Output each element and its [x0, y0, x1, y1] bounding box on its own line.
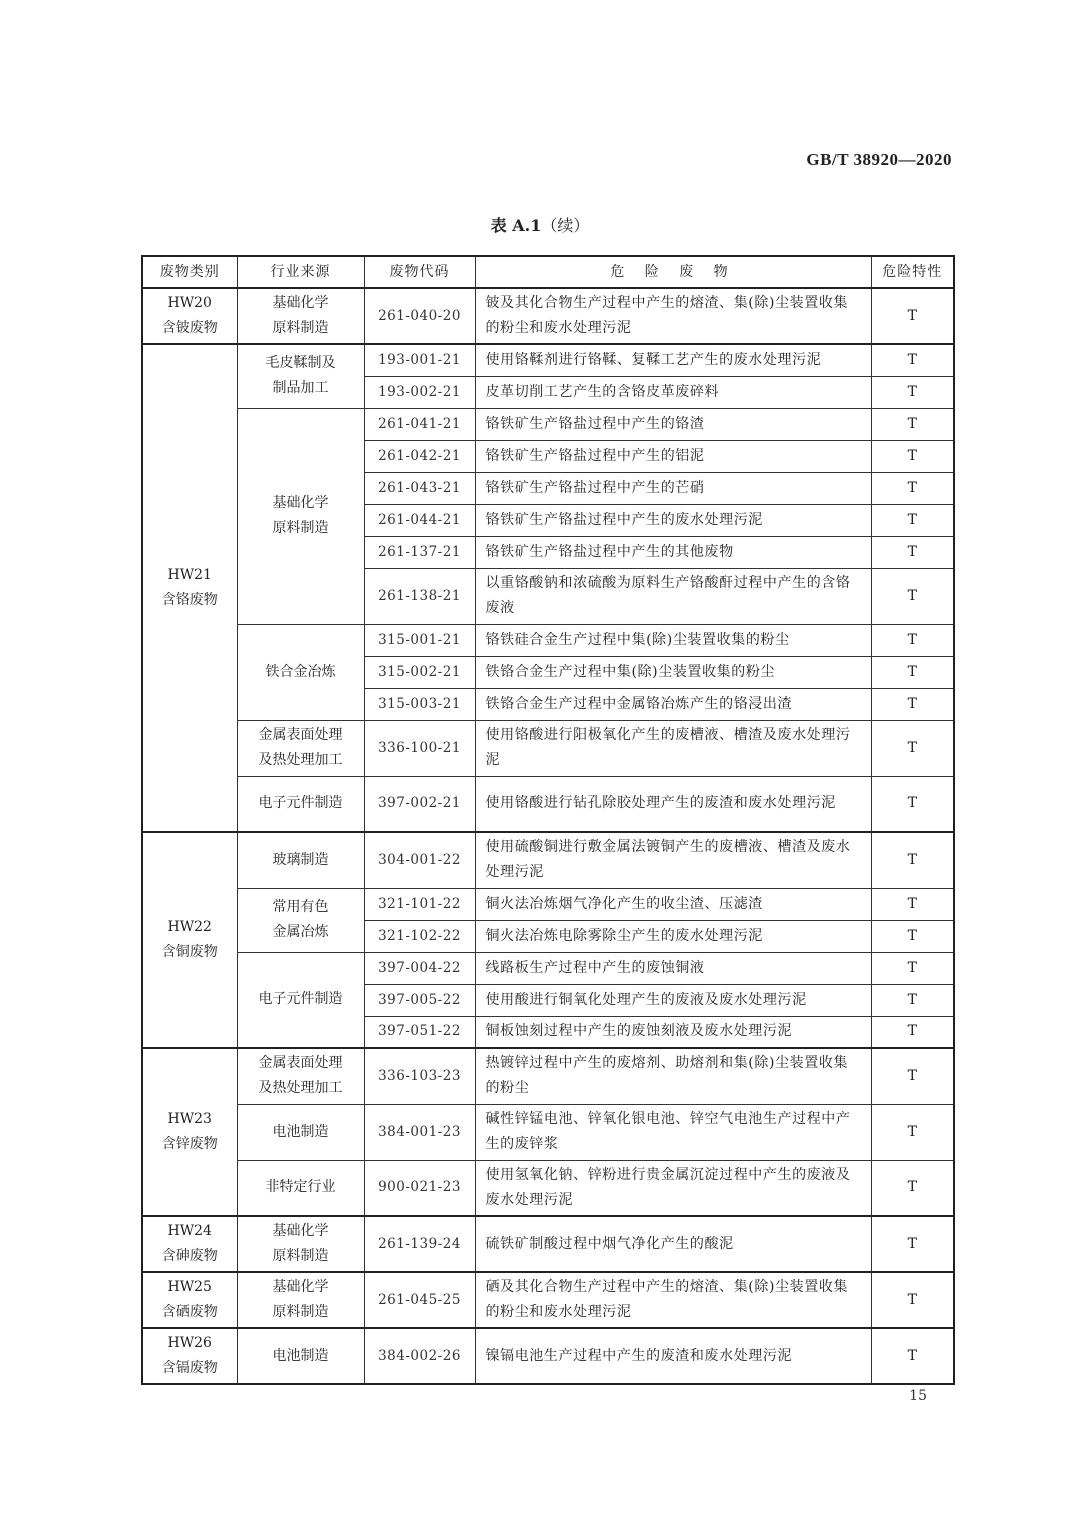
- category-cell: [142, 344, 237, 832]
- category-name: 含铜废物: [161, 944, 218, 960]
- hazard-characteristic: T: [871, 984, 954, 1016]
- waste-description: 硫铁矿制酸过程中烟气净化产生的酸泥: [475, 1216, 871, 1272]
- table-header-row: [142, 256, 954, 288]
- category-cell: [142, 832, 237, 1048]
- waste-code: 384-001-23: [364, 1104, 475, 1160]
- source-cell: [237, 288, 364, 344]
- waste-description: 铁铬合金生产过程中集(除)尘装置收集的粉尘: [475, 656, 871, 688]
- table-row: [142, 1104, 954, 1160]
- hazard-characteristic: T: [871, 1216, 954, 1272]
- source-line: 电池制造: [272, 1347, 329, 1364]
- waste-description: 铍及其化合物生产过程中产生的熔渣、集(除)尘装置收集的粉尘和废水处理污泥: [475, 288, 871, 344]
- category-name: 含硒废物: [161, 1304, 218, 1320]
- hazard-characteristic: T: [871, 288, 954, 344]
- waste-description: 使用酸进行铜氧化处理产生的废液及废水处理污泥: [475, 984, 871, 1016]
- hazard-characteristic: T: [871, 888, 954, 920]
- hazard-characteristic: T: [871, 1272, 954, 1328]
- waste-description: 热镀锌过程中产生的废熔剂、助熔剂和集(除)尘装置收集的粉尘: [475, 1048, 871, 1104]
- waste-code: 261-041-21: [364, 408, 475, 440]
- category-cell: [142, 1216, 237, 1272]
- category-group-hw22: [142, 832, 954, 1048]
- hazardous-waste-table: [141, 255, 955, 1385]
- hazard-characteristic: T: [871, 688, 954, 720]
- source-cell: [237, 1104, 364, 1160]
- col-header-source: 行业来源: [237, 256, 364, 288]
- source-line: 金属表面处理: [258, 727, 343, 743]
- source-cell: [237, 1160, 364, 1216]
- source-line: 毛皮鞣制及: [265, 355, 336, 372]
- waste-code: 261-040-20: [364, 288, 475, 344]
- table-row: [142, 624, 954, 656]
- waste-description: 线路板生产过程中产生的废蚀铜液: [475, 952, 871, 984]
- table-row: [142, 344, 954, 376]
- source-cell: [237, 776, 364, 832]
- hazard-characteristic: T: [871, 440, 954, 472]
- category-group-hw23: [142, 1048, 954, 1216]
- hazard-characteristic: T: [871, 472, 954, 504]
- standard-number: GB/T 38920—2020: [806, 150, 952, 169]
- source-cell: [237, 624, 364, 720]
- category-group-hw24: [142, 1216, 954, 1272]
- table-row: [142, 408, 954, 440]
- waste-code: 193-002-21: [364, 376, 475, 408]
- table-row: [142, 832, 954, 888]
- waste-description: 铜火法冶炼烟气净化产生的收尘渣、压滤渣: [475, 888, 871, 920]
- source-line: 金属表面处理: [258, 1055, 343, 1072]
- table-row: [142, 952, 954, 984]
- waste-description: 铜板蚀刻过程中产生的废蚀刻液及废水处理污泥: [475, 1016, 871, 1048]
- source-cell: [237, 1216, 364, 1272]
- waste-code: 261-138-21: [364, 568, 475, 624]
- waste-code: 315-003-21: [364, 688, 475, 720]
- category-group-hw25: [142, 1272, 954, 1328]
- source-cell: [237, 1328, 364, 1384]
- hazard-characteristic: T: [871, 408, 954, 440]
- category-cell: [142, 1328, 237, 1384]
- category-code: HW21: [167, 567, 212, 583]
- table-row: [142, 1216, 954, 1272]
- category-code: HW20: [167, 295, 212, 311]
- source-cell: [237, 1272, 364, 1328]
- col-header-hazard: 危险特性: [871, 256, 954, 288]
- waste-description: 铬铁矿生产铬盐过程中产生的废水处理污泥: [475, 504, 871, 536]
- page-number: 15: [909, 1388, 927, 1404]
- waste-code: 261-043-21: [364, 472, 475, 504]
- source-line: 制品加工: [272, 380, 329, 397]
- hazard-characteristic: T: [871, 1328, 954, 1384]
- table-row: [142, 288, 954, 344]
- hazard-characteristic: T: [871, 1104, 954, 1160]
- table-title: [0, 213, 1080, 236]
- waste-description: 碱性锌锰电池、锌氧化银电池、锌空气电池生产过程中产生的废锌浆: [475, 1104, 871, 1160]
- category-group-hw26: [142, 1328, 954, 1384]
- source-line: 及热处理加工: [258, 752, 343, 768]
- waste-code: 261-042-21: [364, 440, 475, 472]
- waste-code: 384-002-26: [364, 1328, 475, 1384]
- category-code: HW23: [167, 1111, 212, 1127]
- waste-description: 以重铬酸钠和浓硫酸为原料生产铬酸酐过程中产生的含铬废液: [475, 568, 871, 624]
- waste-description: 硒及其化合物生产过程中产生的熔渣、集(除)尘装置收集的粉尘和废水处理污泥: [475, 1272, 871, 1328]
- waste-code: 315-001-21: [364, 624, 475, 656]
- waste-code: 261-137-21: [364, 536, 475, 568]
- waste-description: 使用氢氧化钠、锌粉进行贵金属沉淀过程中产生的废液及废水处理污泥: [475, 1160, 871, 1216]
- waste-code: 315-002-21: [364, 656, 475, 688]
- source-line: 电子元件制造: [258, 795, 343, 812]
- hazard-characteristic: T: [871, 344, 954, 376]
- category-cell: [142, 1272, 237, 1328]
- hazard-characteristic: T: [871, 376, 954, 408]
- waste-description: 铬铁矿生产铬盐过程中产生的其他废物: [475, 536, 871, 568]
- waste-description: 铬铁矿生产铬盐过程中产生的铝泥: [475, 440, 871, 472]
- source-cell: [237, 408, 364, 624]
- waste-code: 261-045-25: [364, 1272, 475, 1328]
- source-line: 基础化学: [272, 495, 329, 511]
- waste-description: 使用铬酸进行钻孔除胶处理产生的废渣和废水处理污泥: [475, 776, 871, 832]
- source-line: 原料制造: [272, 1304, 329, 1320]
- table-row: [142, 1272, 954, 1328]
- waste-code: 304-001-22: [364, 832, 475, 888]
- source-line: 铁合金冶炼: [265, 663, 336, 680]
- table-row: [142, 1328, 954, 1384]
- source-cell: [237, 888, 364, 952]
- hazard-characteristic: T: [871, 720, 954, 776]
- category-code: HW22: [167, 919, 212, 935]
- hazard-characteristic: T: [871, 1160, 954, 1216]
- waste-code: 321-102-22: [364, 920, 475, 952]
- waste-code: 321-101-22: [364, 888, 475, 920]
- hazard-characteristic: T: [871, 1016, 954, 1048]
- col-header-waste: 危 险 废 物: [475, 256, 871, 288]
- waste-description: 铜火法冶炼电除雾除尘产生的废水处理污泥: [475, 920, 871, 952]
- source-line: 基础化学: [272, 1279, 329, 1295]
- source-cell: [237, 952, 364, 1048]
- category-code: HW25: [167, 1279, 212, 1295]
- hazard-characteristic: T: [871, 656, 954, 688]
- waste-code: 397-051-22: [364, 1016, 475, 1048]
- source-line: 常用有色: [272, 899, 329, 915]
- waste-description: 使用铬酸进行阳极氧化产生的废槽液、槽渣及废水处理污泥: [475, 720, 871, 776]
- hazard-characteristic: T: [871, 920, 954, 952]
- waste-description: 使用硫酸铜进行敷金属法镀铜产生的废槽液、槽渣及废水处理污泥: [475, 832, 871, 888]
- col-header-code: 废物代码: [364, 256, 475, 288]
- waste-description: 铁铬合金生产过程中金属铬冶炼产生的铬浸出渣: [475, 688, 871, 720]
- waste-description: 皮革切削工艺产生的含铬皮革废碎料: [475, 376, 871, 408]
- source-line: 金属冶炼: [272, 924, 329, 940]
- category-code: HW26: [167, 1335, 212, 1351]
- waste-code: 397-005-22: [364, 984, 475, 1016]
- table-row: [142, 1160, 954, 1216]
- waste-code: 900-021-23: [364, 1160, 475, 1216]
- source-line: 原料制造: [272, 1248, 329, 1264]
- hazard-characteristic: T: [871, 624, 954, 656]
- waste-code: 336-103-23: [364, 1048, 475, 1104]
- source-line: 原料制造: [272, 320, 329, 336]
- table-title-continued: （续）: [541, 216, 590, 235]
- source-cell: [237, 344, 364, 408]
- category-name: 含铬废物: [161, 592, 218, 608]
- waste-code: 261-044-21: [364, 504, 475, 536]
- source-line: 电子元件制造: [258, 991, 343, 1008]
- category-name: 含锌废物: [161, 1136, 218, 1152]
- table-row: [142, 776, 954, 832]
- category-code: HW24: [167, 1223, 212, 1239]
- category-cell: [142, 288, 237, 344]
- waste-code: 261-139-24: [364, 1216, 475, 1272]
- hazard-characteristic: T: [871, 952, 954, 984]
- waste-description: 使用铬鞣剂进行铬鞣、复鞣工艺产生的废水处理污泥: [475, 344, 871, 376]
- waste-code: 397-002-21: [364, 776, 475, 832]
- waste-description: 铬铁硅合金生产过程中集(除)尘装置收集的粉尘: [475, 624, 871, 656]
- col-header-category: 废物类别: [142, 256, 237, 288]
- hazard-characteristic: T: [871, 536, 954, 568]
- source-line: 非特定行业: [265, 1179, 336, 1196]
- source-cell: [237, 832, 364, 888]
- category-name: 含铍废物: [161, 320, 218, 336]
- waste-code: 336-100-21: [364, 720, 475, 776]
- hazard-characteristic: T: [871, 504, 954, 536]
- category-group-hw20: [142, 288, 954, 344]
- hazard-characteristic: T: [871, 568, 954, 624]
- hazard-characteristic: T: [871, 776, 954, 832]
- source-cell: [237, 720, 364, 776]
- waste-code: 193-001-21: [364, 344, 475, 376]
- waste-description: 铬铁矿生产铬盐过程中产生的铬渣: [475, 408, 871, 440]
- source-line: 基础化学: [272, 1223, 329, 1239]
- category-name: 含镉废物: [161, 1360, 218, 1376]
- source-cell: [237, 1048, 364, 1104]
- source-line: 原料制造: [272, 520, 329, 536]
- source-line: 及热处理加工: [258, 1080, 343, 1097]
- table-row: [142, 1048, 954, 1104]
- table-row: [142, 720, 954, 776]
- waste-code: 397-004-22: [364, 952, 475, 984]
- category-cell: [142, 1048, 237, 1216]
- table-row: [142, 888, 954, 920]
- category-name: 含砷废物: [161, 1248, 218, 1264]
- waste-description: 镍镉电池生产过程中产生的废渣和废水处理污泥: [475, 1328, 871, 1384]
- waste-description: 铬铁矿生产铬盐过程中产生的芒硝: [475, 472, 871, 504]
- hazard-characteristic: T: [871, 832, 954, 888]
- table-title-label: 表 A.1: [490, 216, 542, 235]
- category-group-hw21: [142, 344, 954, 832]
- hazard-characteristic: T: [871, 1048, 954, 1104]
- source-line: 电池制造: [272, 1123, 329, 1140]
- source-line: 玻璃制造: [272, 851, 329, 868]
- source-line: 基础化学: [272, 295, 329, 311]
